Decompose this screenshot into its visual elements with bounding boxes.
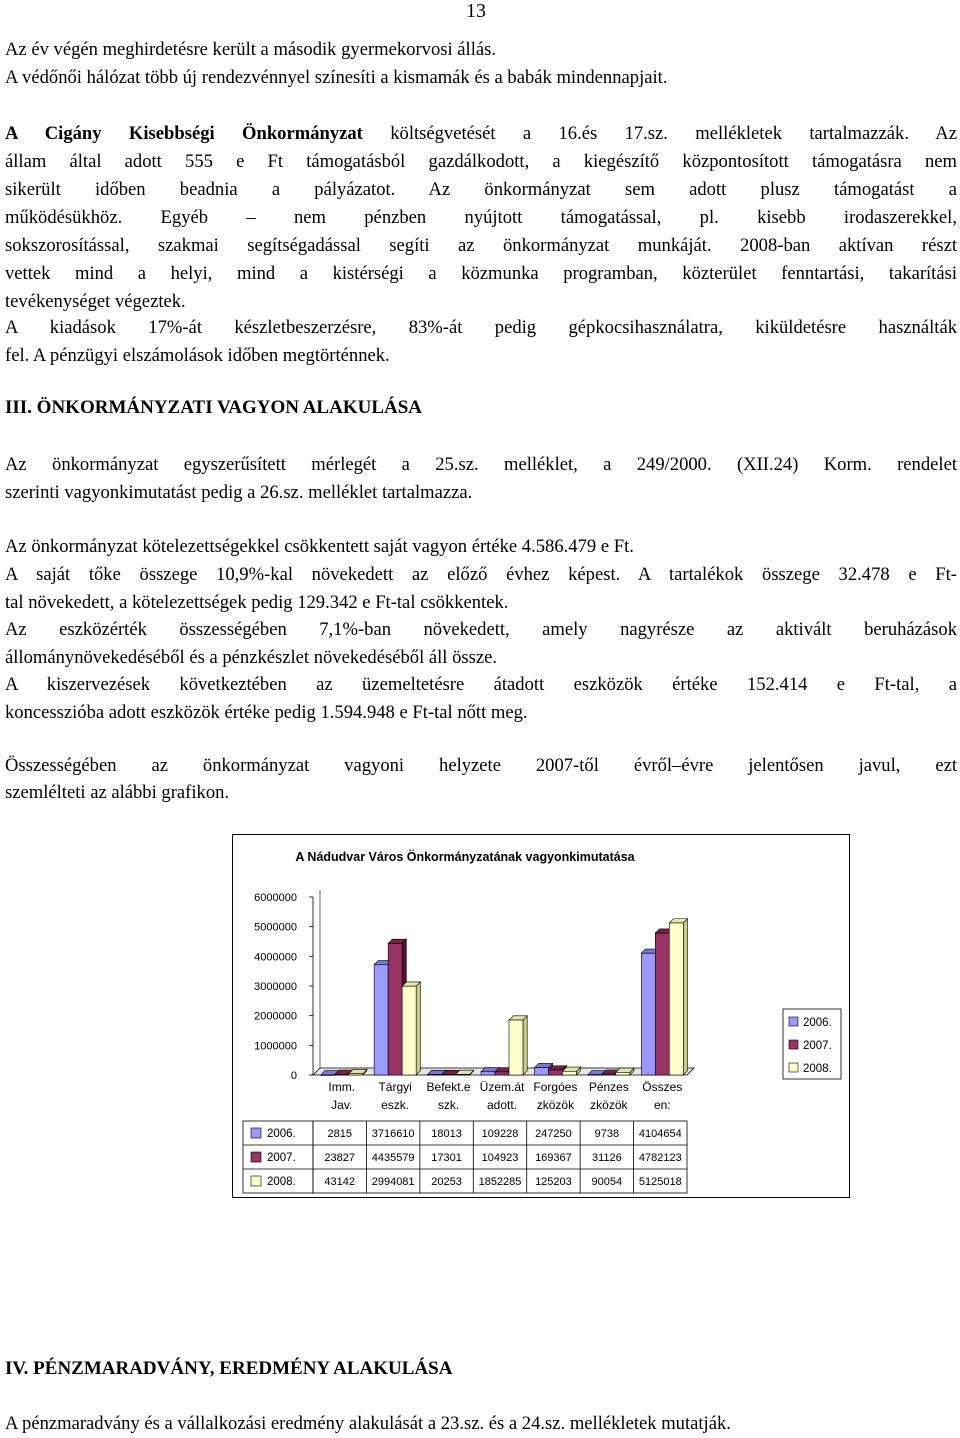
paragraph-line: Az önkormányzat egyszerűsített mérlegét a 25.sz. melléklet, a 249/2000. (XII.24) Korm. rendelet	[5, 454, 957, 475]
data-table-value: 104923	[481, 1152, 519, 1164]
bar	[641, 953, 655, 1075]
paragraph-line: működésükhöz. Egyéb – nem pénzben nyújtott támogatással, pl. kisebb irodaszerekkel,	[5, 207, 957, 228]
bar	[534, 1068, 548, 1075]
data-table-value: 4782123	[638, 1152, 682, 1164]
bar	[481, 1072, 495, 1075]
x-category-label: Jav.	[331, 1098, 353, 1112]
bar	[495, 1072, 509, 1075]
y-tick-label: 0	[290, 1070, 297, 1082]
data-table-value: 3716610	[371, 1128, 415, 1140]
data-table-value: 4104654	[638, 1128, 682, 1140]
x-category-label: Imm.	[328, 1080, 356, 1094]
x-category-label: Forgóes	[533, 1080, 578, 1094]
paragraph-line: szerinti vagyonkimutatást pedig a 26.sz. melléklet tartalmazza.	[5, 482, 473, 503]
page-number: 13	[466, 0, 486, 22]
legend-swatch	[789, 1017, 798, 1026]
bar	[509, 1020, 523, 1075]
paragraph-line: A pénzmaradvány és a vállalkozási eredmény alakulását a 23.sz. és a 24.sz. mellékletek mutatják.	[5, 1413, 731, 1434]
paragraph-line: A kiadások 17%-át készletbeszerzésre, 83%-át pedig gépkocsihasználatra, kiküldetésre használták	[5, 317, 957, 338]
x-category-label: Befekt.e	[426, 1080, 471, 1094]
bar	[442, 1074, 456, 1075]
x-category-label: Tárgyi	[378, 1080, 412, 1094]
bar	[374, 965, 388, 1075]
data-table-series-name: 2006.	[267, 1128, 296, 1140]
x-category-label: Összes	[642, 1080, 683, 1094]
asset-chart	[233, 835, 849, 1197]
bar	[548, 1070, 562, 1075]
bar-side	[523, 1016, 527, 1075]
chart-title: A Nádudvar Város Önkormányzatának vagyonkimutatása	[295, 850, 635, 864]
paragraph-line: koncesszióba adott eszközök értéke pedig 1.594.948 e Ft-tal nőtt meg.	[5, 702, 528, 723]
bar	[456, 1074, 470, 1075]
bar	[335, 1074, 349, 1075]
line-rest: költségvetését a 16.és 17.sz. mellékletek tartalmazzák. Az	[362, 123, 957, 144]
section-heading-4: IV. PÉNZMARADVÁNY, EREDMÉNY ALAKULÁSA	[5, 1358, 453, 1379]
paragraph-line: állománynövekedéséből és a pénzkészlet növekedéséből áll össze.	[5, 647, 498, 668]
paragraph-line: tevékenységet végeztek.	[5, 291, 186, 312]
paragraph-line	[5, 120, 957, 148]
x-category-label: eszk.	[381, 1098, 410, 1112]
paragraph-line: Az eszközérték összességében 7,1%-ban növekedett, amely nagyrésze az aktivált beruházások	[5, 619, 957, 640]
x-category-label: adott.	[486, 1098, 518, 1112]
data-table-value: 2815	[327, 1128, 352, 1140]
paragraph-line: tal növekedett, a kötelezettségek pedig 129.342 e Ft-tal csökkentek.	[5, 592, 509, 613]
legend-swatch	[789, 1063, 798, 1072]
bar	[616, 1072, 630, 1075]
bold-phrase: A Cigány Kisebbségi Önkormányzat	[5, 123, 363, 144]
data-table-series-name: 2008.	[267, 1176, 296, 1188]
data-table-value: 109228	[481, 1128, 519, 1140]
bar	[602, 1074, 616, 1075]
data-table-value: 23827	[324, 1152, 356, 1164]
paragraph-line: állam által adott 555 e Ft támogatásból gazdálkodott, a kiegészítő központosított támogatásra nem	[5, 151, 957, 172]
data-table-series-name: 2007.	[267, 1152, 296, 1164]
paragraph-line: Összességében az önkormányzat vagyoni helyzete 2007-től évről–évre jelentősen javul, ezt	[5, 755, 957, 776]
paragraph-line: sikerült időben beadnia a pályázatot. Az önkormányzat sem adott plusz támogatást a	[5, 179, 957, 200]
paragraph-line: A saját tőke összege 10,9%-kal növekedett az előző évhez képest. A tartalékok összege 32.478 e Ft-	[5, 564, 957, 585]
x-category-label: Pénzes	[588, 1080, 629, 1094]
x-category-label: Üzem.át	[479, 1080, 525, 1094]
x-category-label: zközök	[590, 1098, 628, 1112]
data-table-swatch	[251, 1128, 261, 1138]
bar	[388, 943, 402, 1075]
y-tick-label: 5000000	[254, 921, 297, 934]
y-tick-label: 2000000	[254, 1010, 297, 1023]
y-tick-label: 4000000	[254, 951, 297, 964]
paragraph-line: A kiszervezések következtében az üzemeltetésre átadott eszközök értéke 152.414 e Ft-tal, a	[5, 674, 957, 695]
data-table-value: 17301	[431, 1152, 462, 1164]
legend-swatch	[789, 1040, 798, 1049]
legend-label: 2007.	[803, 1040, 832, 1052]
bar-side	[683, 919, 687, 1075]
data-table-value: 31126	[591, 1152, 622, 1164]
data-table-swatch	[251, 1152, 261, 1162]
y-tick-label: 6000000	[254, 892, 297, 904]
data-table-value: 4435579	[371, 1152, 415, 1164]
chart-frame	[232, 834, 850, 1198]
data-table-value: 2994081	[371, 1176, 415, 1188]
data-table-value: 43142	[324, 1176, 356, 1188]
data-table-value: 1852285	[478, 1176, 522, 1188]
bar	[655, 933, 669, 1075]
data-table-value: 247250	[535, 1128, 572, 1140]
paragraph-line: A védőnői hálózat több új rendezvénnyel színesíti a kismamák és a babák mindennapjait.	[5, 67, 668, 88]
bar	[402, 986, 416, 1075]
paragraph-line: szemlélteti az alábbi grafikon.	[5, 782, 230, 803]
data-table-value: 9738	[594, 1128, 620, 1140]
data-table-value: 90054	[591, 1176, 623, 1188]
bar-side	[416, 982, 420, 1075]
legend-label: 2006.	[803, 1017, 832, 1029]
paragraph-line: vettek mind a helyi, mind a kistérségi a közmunka programban, közterület fenntartási, takarítási	[5, 263, 957, 284]
paragraph-line: Az önkormányzat kötelezettségekkel csökkentett saját vagyon értéke 4.586.479 e Ft.	[5, 536, 634, 557]
x-category-label: en:	[653, 1098, 671, 1112]
bar	[321, 1075, 335, 1076]
y-tick-label: 3000000	[254, 981, 297, 993]
x-category-label: szk.	[437, 1098, 460, 1112]
data-table-value: 20253	[431, 1176, 462, 1188]
bar	[588, 1075, 602, 1076]
paragraph-line: Az év végén meghirdetésre került a második gyermekorvosi állás.	[5, 39, 497, 60]
data-table-swatch	[251, 1176, 261, 1186]
bar	[562, 1071, 576, 1075]
paragraph-line: fel. A pénzügyi elszámolások időben megtörténnek.	[5, 345, 390, 366]
data-table-value: 18013	[431, 1128, 462, 1140]
bar	[349, 1074, 363, 1075]
bar	[428, 1074, 442, 1075]
data-table-value: 5125018	[638, 1176, 682, 1188]
paragraph-line: sokszorosítással, szakmai segítségadással segíti az önkormányzat munkáját. 2008-ban aktívan részt	[5, 235, 957, 256]
y-tick-label: 1000000	[254, 1040, 297, 1053]
legend-label: 2008.	[803, 1063, 832, 1075]
section-heading-3: III. ÖNKORMÁNYZATI VAGYON ALAKULÁSA	[5, 397, 423, 418]
data-table-value: 169367	[535, 1152, 572, 1164]
data-table-value: 125203	[535, 1176, 572, 1188]
x-category-label: zközök	[536, 1098, 575, 1112]
bar	[669, 923, 683, 1075]
